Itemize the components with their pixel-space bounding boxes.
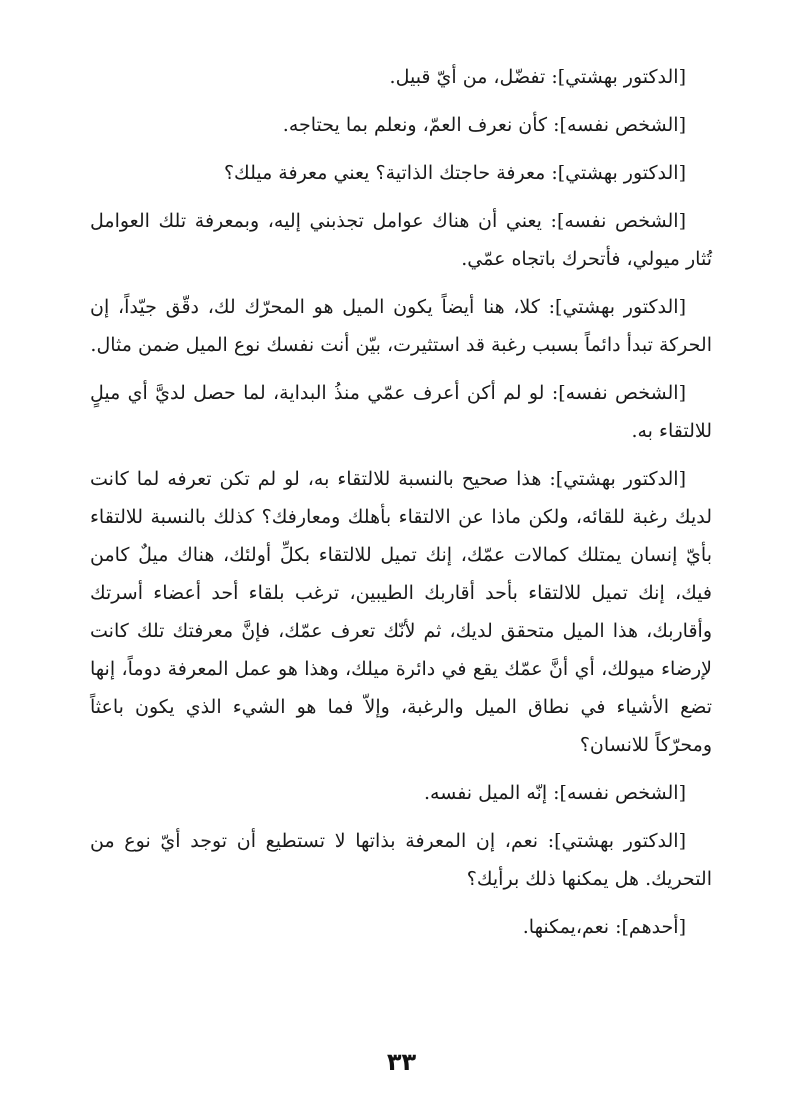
paragraph-9: [الدكتور بهشتي]: نعم، إن المعرفة بذاتها لا تستطيع أن توجد أيّ نوع من التحريك. هل يمكنها ذلك برأيك؟ xyxy=(90,830,712,890)
paragraph-1: [الدكتور بهشتي]: تفضّل، من أيّ قبيل. xyxy=(389,66,686,88)
dialogue-text xyxy=(90,58,712,956)
paragraph-3: [الدكتور بهشتي]: معرفة حاجتك الذاتية؟ يعني معرفة ميلك؟ xyxy=(223,162,686,184)
paragraph-7: [الدكتور بهشتي]: هذا صحيح بالنسبة للالتقاء به، لو لم تكن تعرفه لما كانت لديك رغبة للقائه، ولكن ماذا عن الالتقاء بأهلك ومعارفك؟ كذلك بالنسبة للالتقاء بأيّ إنسان يمتلك كمالات عمّك، إنك تميل للالتقاء بكلِّ أولئك، هناك ميلٌ كامن فيك، إنك تميل للالتقاء بأحد أقاربك الطيبين، ترغب بلقاء أحد أعضاء أسرتك وأقاربك، هذا الميل متحقق لديك، ثم لأنّك تعرف عمّك، فإنَّ معرفتك تلك كانت لإرضاء ميولك، أي أنَّ عمّك يقع في دائرة ميلك، وهذا هو عمل المعرفة دوماً، إنها تضع الأشياء في نطاق الميل والرغبة، وإلاّ فما هو الشيء الذي يكون باعثاً ومحرّكاً للانسان؟ xyxy=(90,468,712,756)
page-number: ٣٣ xyxy=(386,1048,417,1076)
paragraph-2: [الشخص نفسه]: كأن نعرف العمّ، ونعلم بما يحتاجه. xyxy=(282,114,686,136)
paragraph-8: [الشخص نفسه]: إنّه الميل نفسه. xyxy=(424,782,686,804)
paragraph-5: [الدكتور بهشتي]: كلا، هنا أيضاً يكون الميل هو المحرّك لك، دقّق جيّداً، إن الحركة تبدأ دائماً بسبب رغبة قد استثيرت، بيّن أنت نفسك نوع الميل ضمن مثال. xyxy=(90,296,712,356)
paragraph-6: [الشخص نفسه]: لو لم أكن أعرف عمّي منذُ البداية، لما حصل لديَّ أي ميلٍ للالتقاء به. xyxy=(90,382,712,442)
paragraph-10: [أحدهم]: نعم،يمكنها. xyxy=(522,916,686,938)
paragraph-4: [الشخص نفسه]: يعني أن هناك عوامل تجذبني إليه، وبمعرفة تلك العوامل تُثار ميولي، فأتحرك باتجاه عمّي. xyxy=(90,210,712,270)
